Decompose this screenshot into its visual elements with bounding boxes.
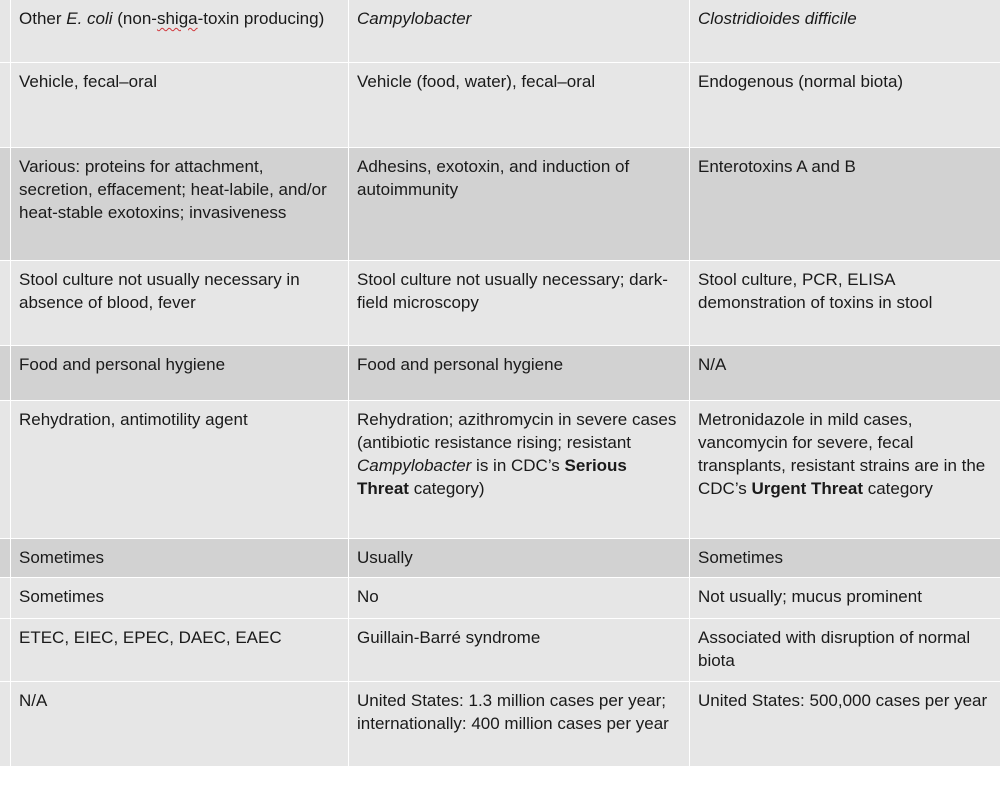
table-cell: Sometimes xyxy=(698,548,784,567)
row-edge xyxy=(0,0,11,62)
row-edge xyxy=(0,578,11,618)
table-cell: Food and personal hygiene xyxy=(11,346,349,400)
organism-name: Campylobacter xyxy=(357,456,472,475)
table-row xyxy=(0,63,1000,148)
header-ecoli xyxy=(11,0,349,62)
table-row xyxy=(0,148,1000,261)
table-cell: Enterotoxins A and B xyxy=(698,157,856,176)
table-cell: Vehicle (food, water), fecal–oral xyxy=(349,63,690,147)
table-cell: Usually xyxy=(349,539,690,577)
table-row xyxy=(0,346,1000,401)
table-cell: Endogenous (normal biota) xyxy=(698,72,904,91)
header-text: Other xyxy=(19,9,67,28)
table-cell: N/A xyxy=(698,355,727,374)
table-row xyxy=(0,578,1000,619)
header-clostridioides: Clostridioides difficile xyxy=(698,9,857,28)
table-cell: N/A xyxy=(11,682,349,766)
table-cell: Stool culture not usually necessary; dark-field microscopy xyxy=(349,261,690,345)
row-edge xyxy=(0,63,11,147)
row-edge xyxy=(0,346,11,400)
table-cell: Sometimes xyxy=(11,539,349,577)
table-cell: ETEC, EIEC, EPEC, DAEC, EAEC xyxy=(11,619,349,681)
table-cell: Associated with disruption of normal biota xyxy=(698,628,971,670)
table-row xyxy=(0,539,1000,578)
row-edge xyxy=(0,619,11,681)
row-edge xyxy=(0,682,11,766)
cell-text: category) xyxy=(408,479,485,498)
table-cell: United States: 1.3 million cases per year; internationally: 400 million cases per year xyxy=(349,682,690,766)
cell-text: category xyxy=(863,479,933,498)
table-header-row xyxy=(0,0,1000,63)
organism-name: E. coli xyxy=(66,9,113,28)
table-cell: Food and personal hygiene xyxy=(349,346,690,400)
header-text: (non- xyxy=(112,9,157,28)
cell-text: Rehydration; azithromycin in severe cases (antibiotic resistance rising; resistant xyxy=(357,410,677,452)
table-cell: Not usually; mucus prominent xyxy=(698,587,922,606)
table-cell xyxy=(349,401,690,538)
row-edge xyxy=(0,401,11,538)
table-cell: No xyxy=(349,578,690,618)
row-edge xyxy=(0,539,11,577)
row-edge xyxy=(0,148,11,260)
table-cell xyxy=(690,401,1000,538)
threat-label: Urgent Threat xyxy=(751,479,863,498)
table-cell: Various: proteins for attachment, secretion, effacement; heat-labile, and/or heat-stable exotoxins; invasiveness xyxy=(11,148,349,260)
table-cell: Adhesins, exotoxin, and induction of autoimmunity xyxy=(349,148,690,260)
table-cell: Vehicle, fecal–oral xyxy=(11,63,349,147)
table-cell: Stool culture not usually necessary in absence of blood, fever xyxy=(11,261,349,345)
table-cell: Stool culture, PCR, ELISA demonstration of toxins in stool xyxy=(698,270,933,312)
row-edge xyxy=(0,261,11,345)
cell-text: is in CDC’s xyxy=(471,456,565,475)
table-cell: Guillain-Barré syndrome xyxy=(349,619,690,681)
table-cell: United States: 500,000 cases per year xyxy=(698,691,988,710)
threat-label: Serious Threat xyxy=(357,456,627,498)
table-cell: Sometimes xyxy=(11,578,349,618)
spellcheck-word: shiga xyxy=(156,9,198,28)
table-cell: Rehydration, antimotility agent xyxy=(11,401,349,538)
table-row xyxy=(0,261,1000,346)
table-row xyxy=(0,619,1000,682)
table-row xyxy=(0,401,1000,539)
header-campylobacter: Campylobacter xyxy=(349,0,690,62)
table-row xyxy=(0,682,1000,767)
cell-text: Metronidazole in mild cases, vancomycin for severe, fecal transplants, resistant strains are in the CDC’s xyxy=(698,410,986,498)
header-text: -toxin producing) xyxy=(197,9,325,28)
